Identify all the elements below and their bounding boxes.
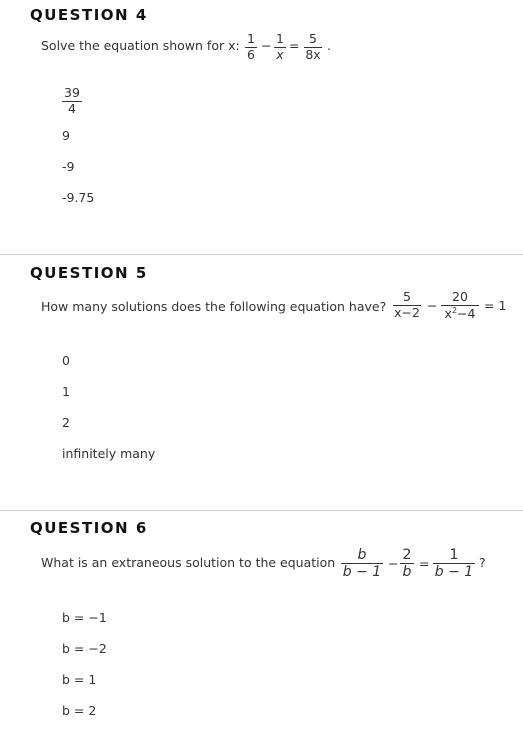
question-mark: ? xyxy=(479,555,486,570)
answer-option-3[interactable]: -9 xyxy=(62,159,75,174)
equals-one: = 1 xyxy=(484,298,507,313)
answer-option-1[interactable]: 0 xyxy=(62,353,70,368)
question-6-prompt: What is an extraneous solution to the equation xyxy=(41,555,336,570)
question-6-title: QUESTION 6 xyxy=(30,519,148,537)
period: . xyxy=(327,38,331,53)
fraction-1-x: $\frac{1}{x}$ xyxy=(274,33,286,61)
fraction-b-over-b-minus-1: $\frac{b}{b - 1}$ xyxy=(342,547,382,580)
fraction-5-8x: $\frac{5}{8x}$ xyxy=(305,31,321,62)
equals-sign: = xyxy=(419,556,430,571)
minus-sign: − xyxy=(261,38,272,53)
question-4-prompt: Solve the equation shown for x: xyxy=(41,38,240,53)
answer-option-1[interactable]: $\frac{39}{4}$ xyxy=(62,87,82,115)
answer-option-2[interactable]: b = −2 xyxy=(62,641,107,656)
answer-option-4[interactable]: -9.75 xyxy=(62,190,95,205)
question-4-title: QUESTION 4 xyxy=(30,6,148,24)
fraction-5-over-x-minus-2: $\frac{5}{x-2}$ xyxy=(394,289,420,320)
question-5-title: QUESTION 5 xyxy=(30,264,148,282)
answer-option-3[interactable]: b = 1 xyxy=(62,672,97,687)
minus-sign: − xyxy=(388,556,399,571)
question-5-prompt: How many solutions does the following equation have? xyxy=(41,299,387,314)
equals-sign: = xyxy=(289,38,300,53)
answer-option-2[interactable]: 1 xyxy=(62,384,70,399)
fraction-1-6: $\frac{1}{6}$ xyxy=(245,33,257,61)
fraction-1-over-b-minus-1: $\frac{1}{b - 1}$ xyxy=(434,547,474,580)
section-divider xyxy=(0,254,523,255)
fraction-20-over-x2-minus-4: $\frac{20}{x^2-4}$ xyxy=(441,291,479,320)
answer-option-1[interactable]: b = −1 xyxy=(62,610,107,625)
answer-option-2[interactable]: 9 xyxy=(62,128,70,143)
section-divider xyxy=(0,510,523,511)
answer-option-3[interactable]: 2 xyxy=(62,415,70,430)
answer-option-4[interactable]: b = 2 xyxy=(62,703,97,718)
fraction-2-over-b: $\frac{2}{b}$ xyxy=(400,548,414,579)
answer-option-4[interactable]: infinitely many xyxy=(62,446,156,461)
minus-sign: − xyxy=(427,298,438,313)
